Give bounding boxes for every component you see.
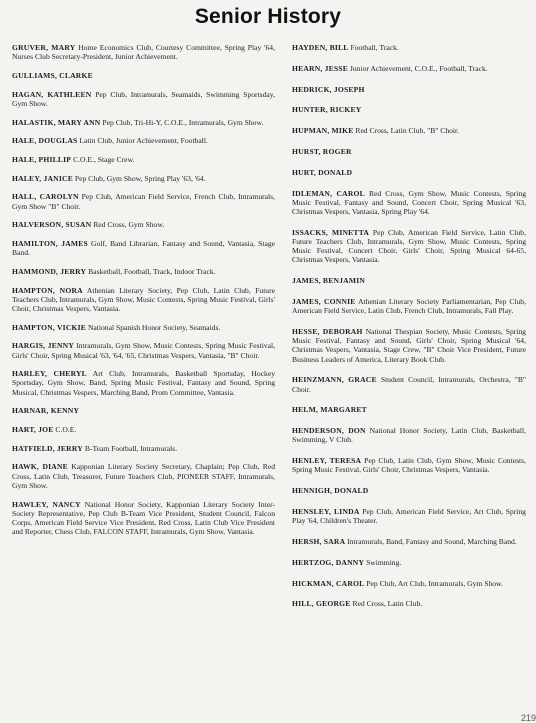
senior-entry: [12, 462, 275, 490]
senior-name: GRUVER, MARY: [12, 43, 76, 52]
senior-entry: [12, 239, 275, 257]
senior-name: HICKMAN, CAROL: [292, 578, 365, 588]
senior-activities: Latin Club, Junior Achievement, Football.: [79, 136, 208, 146]
senior-name: HAMMOND, JERRY: [12, 266, 87, 276]
senior-activities: Home Economics Club, Courtesy Committee, Spring Play '64, Nurses Club Secretary-President, Junior Achievement.: [12, 43, 275, 62]
senior-entry: [292, 426, 526, 444]
senior-activities: Pep Club, Tri-Hi-Y, C.O.E., Intramurals, Gym Show.: [102, 117, 264, 127]
senior-activities: Kapponian Literary Society Secretary, Chaplain; Pep Club, Red Cross, Latin Club, Treasurer, Future Teachers Club, PIONEER STAFF, Intramurals, Gym Show.: [12, 462, 275, 490]
senior-entry: [292, 599, 526, 608]
senior-entry: [12, 406, 275, 415]
senior-entry: [292, 507, 526, 525]
senior-name: HUPMAN, MIKE: [292, 126, 354, 136]
senior-name: HUNTER, RICKEY: [292, 105, 362, 115]
senior-activities: Pep Club, Latin Club, Gym Show, Music Contests, Spring Music Festival, Girls' Choir, Christmas Vespers, Vantasia.: [292, 456, 526, 475]
senior-name: HENSLEY, LINDA: [292, 506, 360, 516]
senior-name: HENLEY, TERESA: [292, 456, 362, 466]
senior-name: HAMPTON, NORA: [12, 285, 83, 295]
senior-activities: Football, Track.: [350, 43, 399, 52]
senior-activities: Intramurals, Gym Show, Music Contests, Spring Music Festival, Girls' Choir, Spring Musical '63, '64, '65, Christmas Vespers, Vantasia, "B" Choir.: [12, 341, 276, 360]
senior-entry: [12, 71, 275, 80]
senior-name: JAMES, CONNIE: [292, 296, 356, 306]
senior-name: HAGAN, KATHLEEN: [12, 89, 92, 99]
right-column: [292, 43, 526, 620]
senior-activities: Basketball, Football, Track, Indoor Track.: [88, 266, 216, 276]
page-number: 219: [520, 713, 536, 723]
senior-activities: National Thespian Society, Music Contests, Spring Music Festival, Fantasy and Sound, Girls' Choir, Spring Musical '64, Christmas Vespers, Vantasia, Stage Crew, "B" Choir Vice President, Future Business Leaders of America, Literary Book Club.: [292, 326, 526, 364]
senior-entry: [12, 425, 275, 434]
senior-name: HAYDEN, BILL: [292, 43, 349, 52]
senior-entry: [12, 500, 275, 537]
senior-activities: National Spanish Honor Society, Seamaids.: [87, 322, 221, 332]
senior-entry: [292, 558, 526, 567]
senior-activities: Red Cross, Gym Show, Music Contests, Spring Music Festival, Fantasy and Sound, Concert Choir, Spring Musical '63, Christmas Vespers, Vantasia, Spring Play '64.: [292, 188, 527, 216]
senior-activities: Red Cross, Latin Club, "B" Choir.: [355, 126, 460, 136]
senior-entry: [12, 220, 275, 229]
senior-activities: Art Club, Intramurals, Basketball Sportsday, Hockey Sportsday, Gym Show, Band, Spring Music Festival, Fantasy and Sound, Spring Musical, Christmas Vespers, Marching Band, Prom Committee, Vantasia.: [12, 369, 276, 397]
senior-activities: Pep Club, Gym Show, Spring Play '63, '64.: [74, 173, 206, 183]
senior-entry: [292, 189, 526, 217]
senior-name: HEDRICK, JOSEPH: [292, 84, 365, 94]
senior-activities: Student Council, Intramurals, Orchestra, "B" Choir.: [292, 375, 526, 394]
senior-name: HEARN, JESSE: [292, 63, 348, 73]
senior-name: HARLEY, CHERYL: [12, 369, 87, 379]
senior-name: HENDERSON, DON: [292, 426, 366, 436]
senior-entry: [12, 136, 275, 145]
page-title: Senior History: [194, 5, 342, 28]
senior-name: HAWK, DIANE: [12, 462, 68, 472]
senior-entry: [292, 579, 526, 588]
senior-name: JAMES, BENJAMIN: [292, 276, 366, 286]
senior-activities: Athenian Literary Society Parliamentarian, Pep Club, American Field Service, Latin Club, French Club, Intramurals, Fall Play.: [292, 296, 527, 316]
senior-entry: [292, 537, 526, 546]
senior-entry: [292, 126, 526, 135]
senior-entry: [292, 297, 526, 315]
senior-activities: B-Team Football, Intramurals.: [84, 443, 178, 453]
senior-entry: [12, 323, 275, 332]
senior-entry: [292, 64, 526, 73]
senior-entry: [292, 375, 526, 393]
senior-name: HENNIGH, DONALD: [292, 486, 369, 496]
senior-entry: [292, 228, 526, 265]
senior-entry: [12, 43, 275, 61]
senior-activities: Pep Club, Art Club, Intramurals, Gym Show.: [366, 578, 503, 588]
senior-name: HERTZOG, DANNY: [292, 557, 365, 567]
senior-entry: [12, 267, 275, 276]
senior-entry: [12, 174, 275, 183]
senior-name: HESSE, DEBORAH: [292, 326, 363, 336]
senior-entry: [12, 192, 275, 210]
senior-activities: National Honor Society, Latin Club, Basketball, Swimming, V Club.: [292, 426, 527, 445]
senior-name: HAWLEY, NANCY: [12, 499, 81, 509]
senior-name: IDLEMAN, CAROL: [292, 188, 365, 198]
senior-name: HARGIS, JENNY: [12, 341, 75, 351]
senior-entry: [292, 147, 526, 156]
senior-name: HILL, GEORGE: [292, 599, 351, 609]
senior-entry: [12, 286, 275, 314]
senior-activities: National Honor Society, Kapponian Literary Society Inter-Society Representative, Pep Club B-Team Vice President, Student Council, Falcon Corps, American Field Service Vice President, Red Cross, Latin Club Vice President and Reporter, Chess Club, FALCON STAFF, Intramurals, Gym Show, Vantasia.: [12, 499, 276, 537]
senior-activities: Pep Club, American Field Service, Art Club, Spring Play '64, Children's Theater.: [292, 506, 526, 526]
senior-name: HALE, DOUGLAS: [12, 136, 78, 146]
senior-entry: [292, 105, 526, 114]
senior-activities: C.O.E.: [55, 425, 77, 435]
senior-entry: [292, 486, 526, 495]
senior-activities: Intramurals, Band, Fantasy and Sound, Marching Band.: [347, 536, 517, 546]
senior-name: HALE, PHILLIP: [12, 154, 72, 164]
senior-activities: Junior Achievement, C.O.E., Football, Track.: [349, 63, 488, 73]
senior-entry: [292, 405, 526, 414]
senior-name: HURT, DONALD: [292, 167, 353, 177]
senior-name: HARNAR, KENNY: [12, 406, 80, 416]
senior-entry: [12, 90, 275, 108]
senior-name: HAMPTON, VICKIE: [12, 322, 87, 332]
left-column: [12, 43, 275, 546]
senior-activities: Red Cross, Latin Club.: [352, 599, 423, 609]
senior-name: GULLIAMS, CLARKE: [12, 70, 93, 80]
senior-name: HALASTIK, MARY ANN: [12, 117, 101, 127]
senior-activities: Swimming.: [366, 557, 402, 567]
senior-name: HALEY, JANICE: [12, 173, 73, 183]
senior-entry: [12, 341, 275, 359]
senior-name: HEINZMANN, GRACE: [292, 375, 377, 385]
senior-entry: [292, 85, 526, 94]
senior-name: HERSH, SARA: [292, 536, 346, 546]
senior-name: HALVERSON, SUSAN: [12, 220, 92, 230]
senior-name: HATFIELD, JERRY: [12, 443, 83, 453]
senior-entry: [292, 456, 526, 474]
senior-activities: C.O.E., Stage Crew.: [73, 154, 135, 164]
senior-entry: [292, 168, 526, 177]
senior-activities: Golf, Band Librarian, Fantasy and Sound, Vantasia, Stage Band.: [12, 238, 275, 258]
senior-activities: Pep Club, Intramurals, Seamaids, Swimming Sportsday, Gym Show.: [12, 89, 276, 108]
senior-entry: [292, 327, 526, 364]
senior-activities: Pep Club, American Field Service, French Club, Intramurals, Gym Show "B" Choir.: [12, 192, 275, 211]
senior-activities: Pep Club, American Field Service, Latin Club, Future Teachers Club, Intramurals, Gym Show, Music Contests, Spring Music Festival, Concert Choir, Girls' Choir, Spring Musical 64-65, Christmas Vespers, Vantasia.: [292, 227, 526, 265]
senior-name: HAMILTON, JAMES: [12, 238, 88, 248]
senior-entry: [12, 369, 275, 397]
senior-entry: [12, 155, 275, 164]
senior-name: HELM, MARGARET: [292, 405, 367, 415]
senior-entry: [12, 118, 275, 127]
senior-activities: Red Cross, Gym Show.: [93, 220, 165, 230]
senior-name: HURST, ROGER: [292, 146, 352, 156]
senior-entry: [12, 444, 275, 453]
senior-entry: [292, 43, 526, 52]
senior-entry: [292, 276, 526, 285]
senior-name: HALL, CAROLYN: [12, 192, 79, 202]
senior-name: HART, JOE: [12, 425, 54, 435]
senior-activities: Athenian Literary Society, Pep Club, Latin Club, Future Teachers Club, Intramurals, Gym Show, Music Contests, Spring Music Festival, Girls' Choir, Christmas Vespers, Vantasia.: [12, 285, 275, 313]
senior-name: ISSACKS, MINETTA: [292, 227, 370, 237]
